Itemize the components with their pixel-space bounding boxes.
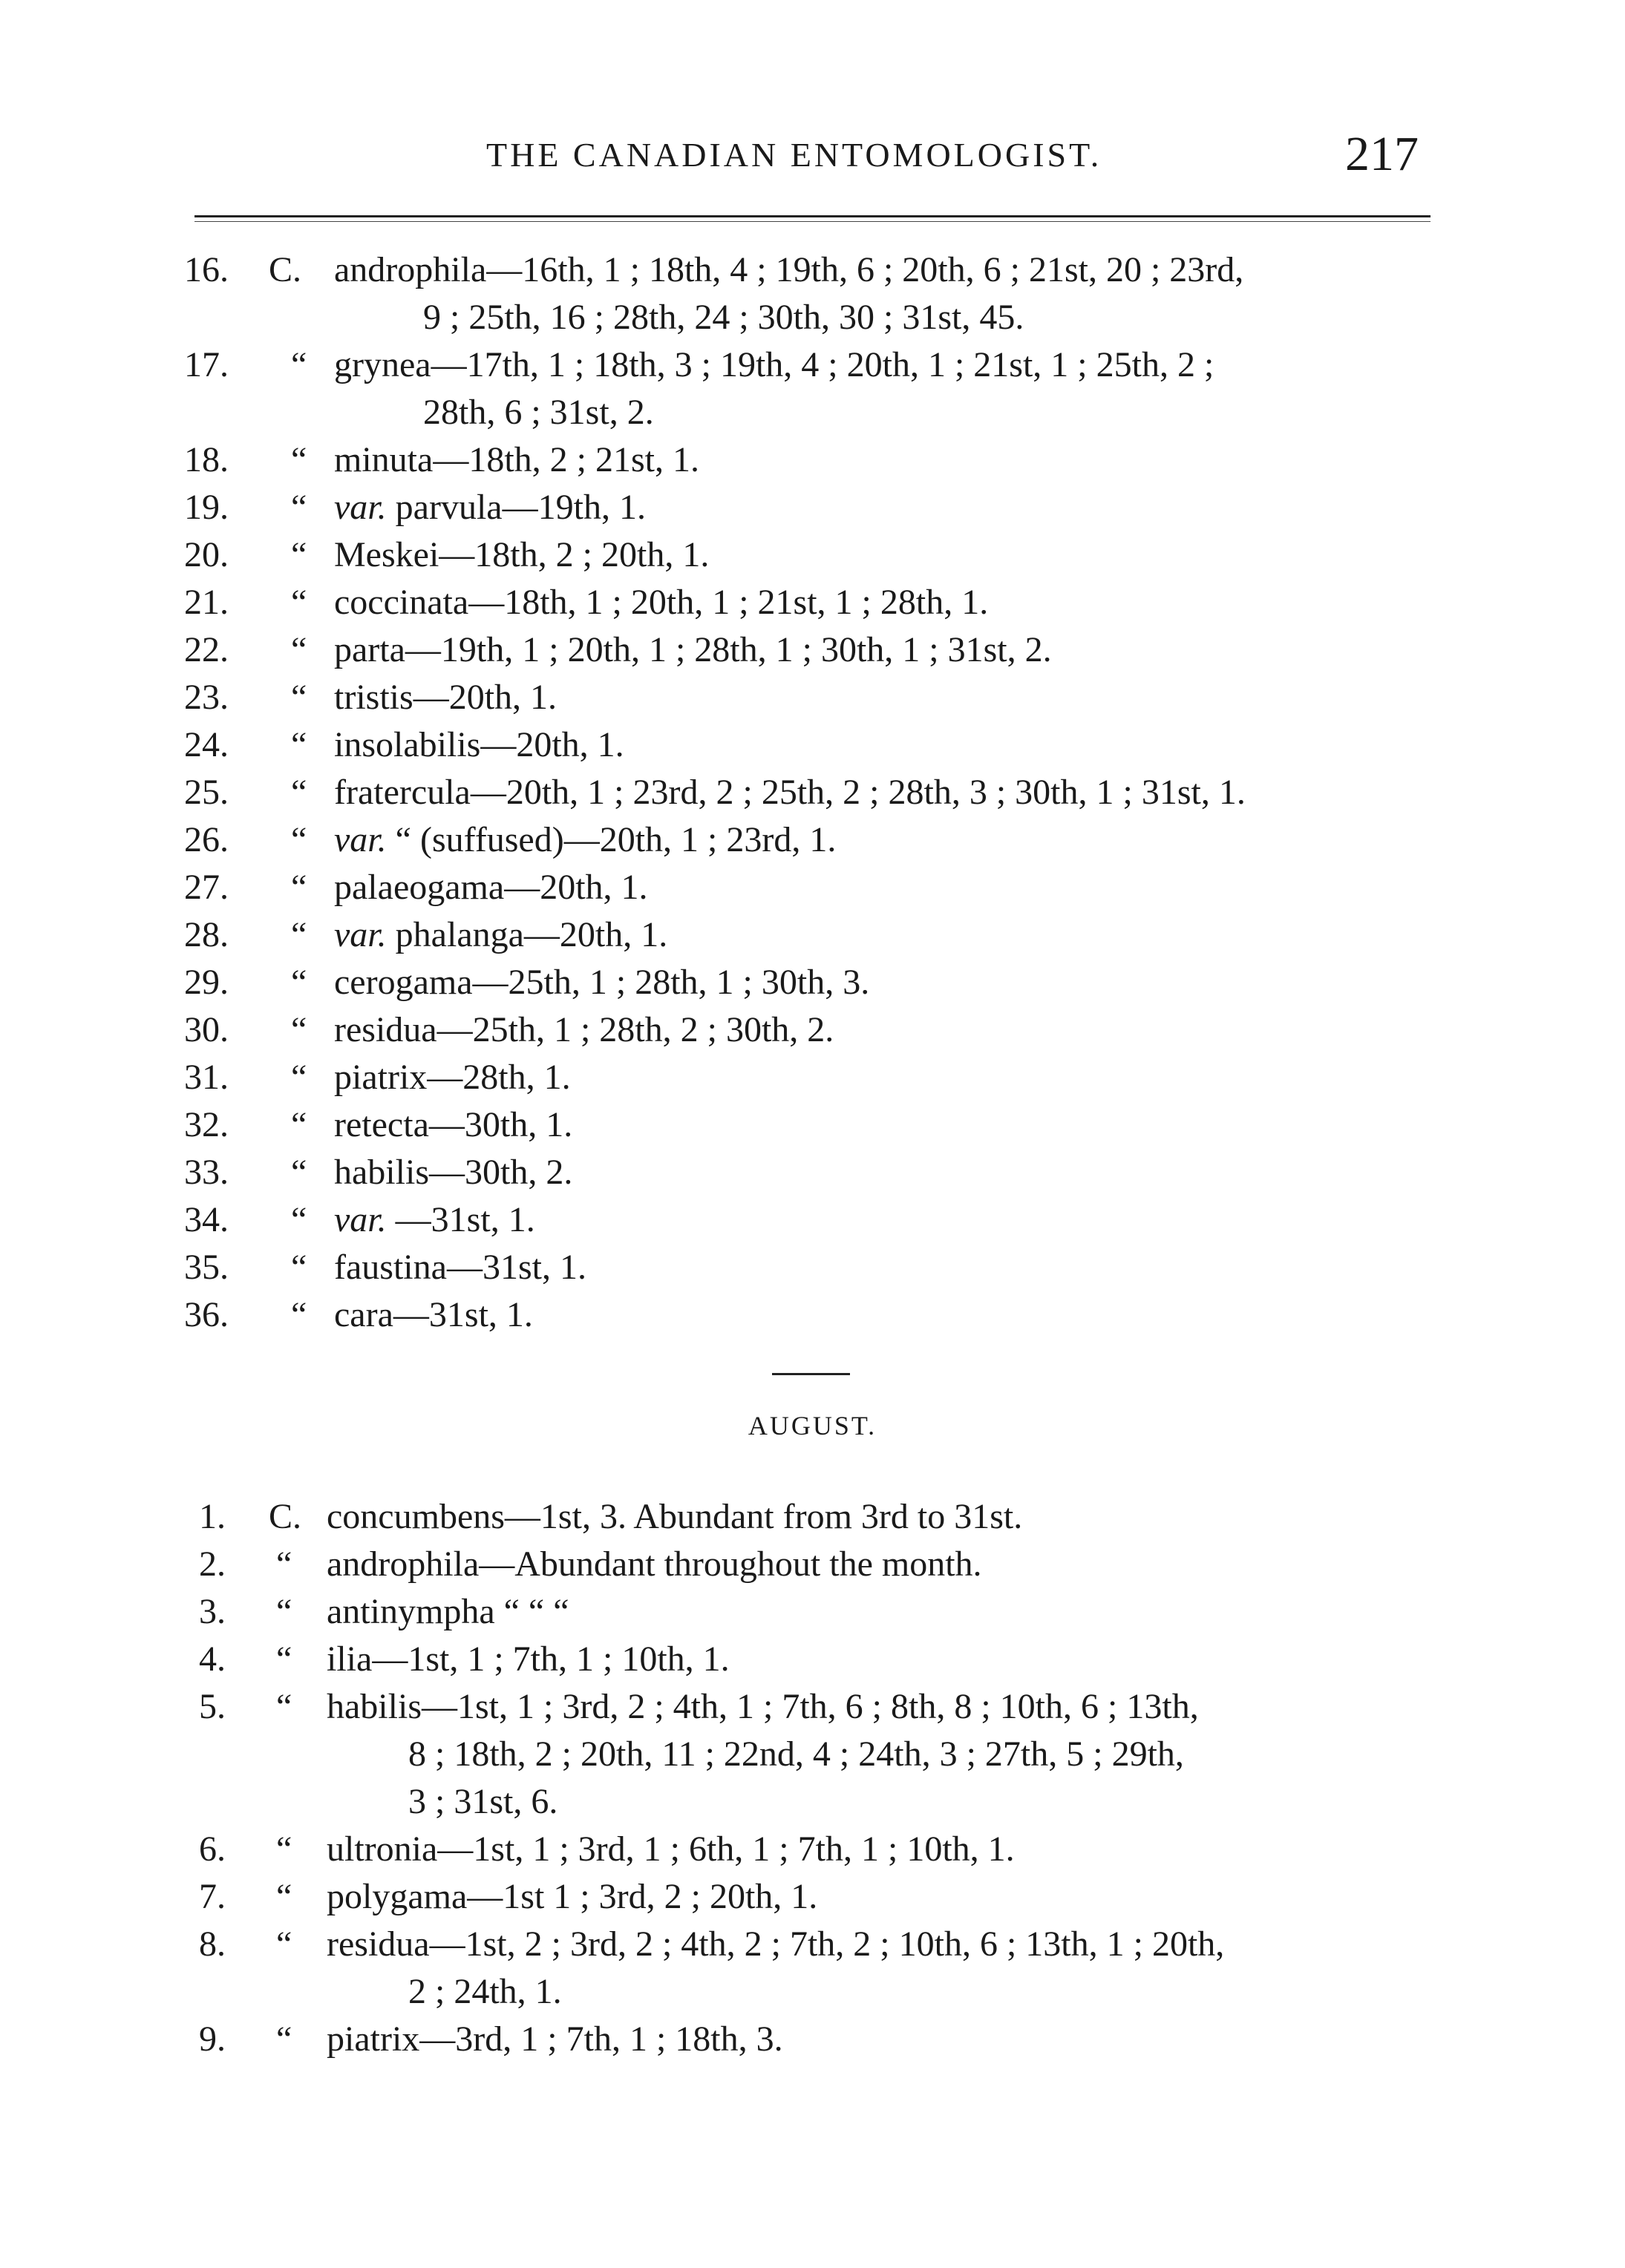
ditto-mark: “ (291, 1105, 307, 1144)
entry-number: 31. (184, 1058, 229, 1097)
list-item (0, 1683, 1625, 1826)
july-list (0, 246, 1625, 1339)
ditto-mark: “ (291, 773, 307, 812)
list-item (0, 436, 1625, 484)
entry-number: 18. (184, 440, 229, 479)
entry-number: 3. (199, 1592, 226, 1631)
list-item (0, 1196, 1625, 1244)
ditto-mark: “ (291, 583, 307, 622)
list-item (0, 341, 1625, 436)
section-divider (772, 1373, 850, 1375)
list-item (0, 1149, 1625, 1196)
entry-text: ultronia—1st, 1 ; 3rd, 1 ; 6th, 1 ; 7th, 1 ; 10th, 1. (327, 1829, 1015, 1869)
variety-label: var. (334, 915, 387, 954)
entry-continuation: 28th, 6 ; 31st, 2. (423, 393, 654, 432)
list-item (0, 674, 1625, 721)
ditto-mark: “ (291, 820, 307, 859)
entry-number: 5. (199, 1687, 226, 1726)
variety-label: var. (334, 820, 387, 859)
entry-text: antinympha “ “ “ (327, 1592, 569, 1631)
ditto-mark: “ (291, 868, 307, 907)
entry-text: faustina—31st, 1. (334, 1248, 586, 1287)
ditto-mark: “ (291, 488, 307, 527)
entry-number: 36. (184, 1295, 229, 1334)
ditto-mark: “ (291, 1058, 307, 1097)
entry-text: parta—19th, 1 ; 20th, 1 ; 28th, 1 ; 30th, 1 ; 31st, 2. (334, 630, 1052, 669)
entry-number: 34. (184, 1200, 229, 1239)
entry-text: var. —31st, 1. (334, 1200, 535, 1239)
entry-number: 20. (184, 535, 229, 574)
genus-abbrev: C. (269, 250, 302, 289)
ditto-mark: “ (276, 1544, 292, 1584)
entry-continuation: 3 ; 31st, 6. (408, 1782, 558, 1821)
list-item (0, 1588, 1625, 1636)
entry-number: 22. (184, 630, 229, 669)
entry-number: 33. (184, 1153, 229, 1192)
ditto-mark: “ (276, 1924, 292, 1964)
entry-text: cerogama—25th, 1 ; 28th, 1 ; 30th, 3. (334, 963, 870, 1002)
month-heading: AUGUST. (748, 1411, 877, 1441)
entry-number: 8. (199, 1924, 226, 1964)
entry-text: habilis—1st, 1 ; 3rd, 2 ; 4th, 1 ; 7th, 6 ; 8th, 8 ; 10th, 6 ; 13th, (327, 1687, 1199, 1726)
genus-abbrev: C. (269, 1497, 302, 1536)
entry-text: minuta—18th, 2 ; 21st, 1. (334, 440, 699, 479)
entry-text: tristis—20th, 1. (334, 678, 558, 717)
entry-text: grynea—17th, 1 ; 18th, 3 ; 19th, 4 ; 20th, 1 ; 21st, 1 ; 25th, 2 ; (334, 345, 1214, 384)
entry-text: var. phalanga—20th, 1. (334, 915, 668, 954)
entry-number: 35. (184, 1248, 229, 1287)
entry-text: androphila—16th, 1 ; 18th, 4 ; 19th, 6 ; 20th, 6 ; 21st, 20 ; 23rd, (334, 250, 1244, 289)
ditto-mark: “ (291, 963, 307, 1002)
entry-number: 16. (184, 250, 229, 289)
entry-number: 17. (184, 345, 229, 384)
entry-number: 19. (184, 488, 229, 527)
list-item (0, 816, 1625, 864)
ditto-mark: “ (291, 440, 307, 479)
entry-number: 21. (184, 583, 229, 622)
entry-number: 30. (184, 1010, 229, 1049)
variety-label: var. (334, 488, 387, 527)
ditto-mark: “ (291, 725, 307, 764)
ditto-mark: “ (291, 630, 307, 669)
ditto-mark: “ (276, 2019, 292, 2059)
entry-number: 32. (184, 1105, 229, 1144)
list-item (0, 721, 1625, 769)
variety-label: var. (334, 1200, 387, 1239)
entry-text: Meskei—18th, 2 ; 20th, 1. (334, 535, 710, 574)
entry-text: fratercula—20th, 1 ; 23rd, 2 ; 25th, 2 ; 28th, 3 ; 30th, 1 ; 31st, 1. (334, 773, 1246, 812)
list-item (0, 769, 1625, 816)
list-item (0, 1921, 1625, 2016)
entry-text: retecta—30th, 1. (334, 1105, 573, 1144)
entry-continuation: 2 ; 24th, 1. (408, 1972, 562, 2011)
august-list (0, 1493, 1625, 2063)
entry-text: coccinata—18th, 1 ; 20th, 1 ; 21st, 1 ; 28th, 1. (334, 583, 989, 622)
entry-continuation: 8 ; 18th, 2 ; 20th, 11 ; 22nd, 4 ; 24th, 3 ; 27th, 5 ; 29th, (408, 1734, 1184, 1774)
entry-text: ilia—1st, 1 ; 7th, 1 ; 10th, 1. (327, 1639, 730, 1679)
list-item (0, 1006, 1625, 1054)
entry-number: 7. (199, 1877, 226, 1916)
running-header (0, 126, 1625, 186)
entry-text: cara—31st, 1. (334, 1295, 533, 1334)
entry-text: var. “ (suffused)—20th, 1 ; 23rd, 1. (334, 820, 837, 859)
ditto-mark: “ (291, 1153, 307, 1192)
list-item (0, 531, 1625, 579)
entry-number: 4. (199, 1639, 226, 1679)
entry-number: 26. (184, 820, 229, 859)
ditto-mark: “ (276, 1877, 292, 1916)
ditto-mark: “ (291, 535, 307, 574)
entry-text: palaeogama—20th, 1. (334, 868, 648, 907)
ditto-mark: “ (291, 1248, 307, 1287)
ditto-mark: “ (291, 915, 307, 954)
ditto-mark: “ (291, 678, 307, 717)
entry-number: 23. (184, 678, 229, 717)
list-item (0, 959, 1625, 1006)
list-item (0, 911, 1625, 959)
ditto-mark: “ (276, 1592, 292, 1631)
entry-continuation: 9 ; 25th, 16 ; 28th, 24 ; 30th, 30 ; 31st, 45. (423, 298, 1024, 337)
list-item (0, 1244, 1625, 1291)
ditto-mark: “ (276, 1687, 292, 1726)
list-item (0, 579, 1625, 626)
entry-number: 27. (184, 868, 229, 907)
ditto-mark: “ (291, 1295, 307, 1334)
entry-text: insolabilis—20th, 1. (334, 725, 624, 764)
entry-number: 6. (199, 1829, 226, 1869)
entry-number: 1. (199, 1497, 226, 1536)
entry-text: piatrix—28th, 1. (334, 1058, 571, 1097)
list-item (0, 1493, 1625, 1541)
list-item (0, 1291, 1625, 1339)
list-item (0, 626, 1625, 674)
ditto-mark: “ (291, 345, 307, 384)
list-item (0, 864, 1625, 911)
list-item (0, 2016, 1625, 2063)
ditto-mark: “ (276, 1639, 292, 1679)
entry-text: concumbens—1st, 3. Abundant from 3rd to 31st. (327, 1497, 1023, 1536)
entry-text: polygama—1st 1 ; 3rd, 2 ; 20th, 1. (327, 1877, 818, 1916)
list-item (0, 1541, 1625, 1588)
entry-text: androphila—Abundant throughout the month. (327, 1544, 982, 1584)
entry-text: var. parvula—19th, 1. (334, 488, 646, 527)
entry-text: piatrix—3rd, 1 ; 7th, 1 ; 18th, 3. (327, 2019, 783, 2059)
entry-number: 2. (199, 1544, 226, 1584)
list-item (0, 1873, 1625, 1921)
entry-text: residua—1st, 2 ; 3rd, 2 ; 4th, 2 ; 7th, 2 ; 10th, 6 ; 13th, 1 ; 20th, (327, 1924, 1225, 1964)
entry-number: 25. (184, 773, 229, 812)
ditto-mark: “ (291, 1010, 307, 1049)
entry-number: 28. (184, 915, 229, 954)
ditto-mark: “ (276, 1829, 292, 1869)
page-number: 217 (1345, 127, 1419, 181)
header-rule (194, 215, 1431, 217)
entry-text: habilis—30th, 2. (334, 1153, 573, 1192)
entry-number: 29. (184, 963, 229, 1002)
list-item (0, 1826, 1625, 1873)
entry-number: 9. (199, 2019, 226, 2059)
entry-number: 24. (184, 725, 229, 764)
list-item (0, 484, 1625, 531)
list-item (0, 1054, 1625, 1101)
list-item (0, 246, 1625, 341)
ditto-mark: “ (291, 1200, 307, 1239)
list-item (0, 1636, 1625, 1683)
entry-text: residua—25th, 1 ; 28th, 2 ; 30th, 2. (334, 1010, 834, 1049)
header-title: THE CANADIAN ENTOMOLOGIST. (486, 136, 1102, 174)
list-item (0, 1101, 1625, 1149)
